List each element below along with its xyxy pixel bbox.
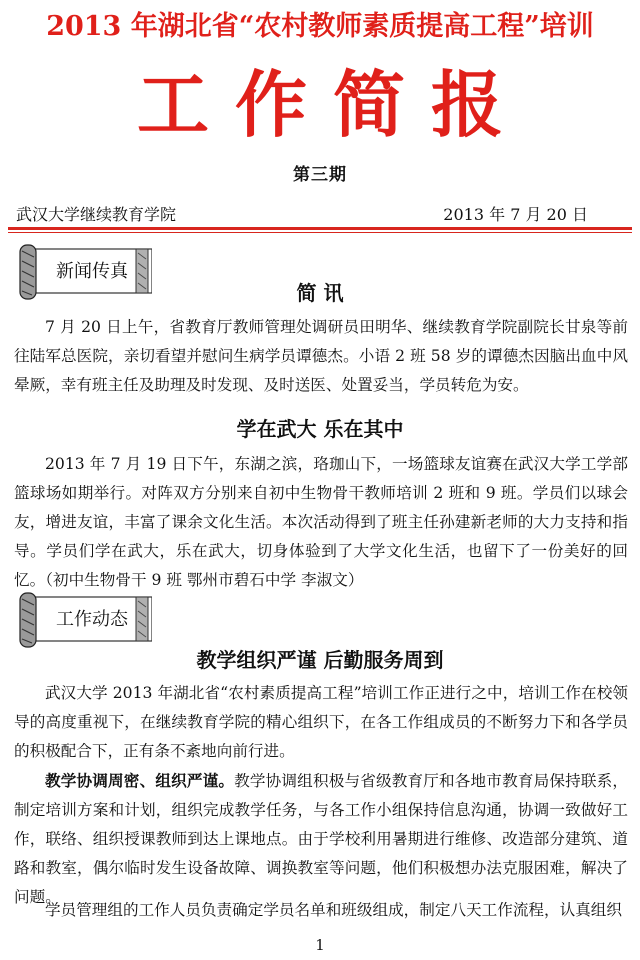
article-paragraph xyxy=(14,766,628,912)
organization-name: 武汉大学继续教育学院 xyxy=(16,205,177,224)
article-paragraph: 2013 年 7 月 19 日下午，东湖之滨，珞珈山下，一场篮球友谊赛在武汉大学工学部篮球场如期举行。对阵双方分别来自初中生物骨干教师培训 2 班和 9 班。学员们以球会友，增进友谊，丰富了课余文化生活。本次活动得到了班主任孙建新老师的大力支持和指导。学员们学在武大，乐在武大，切身体验到了大学文化生活，也留下了一份美好的回忆。（初中生物骨干 9 班 鄂州市碧石中学 李淑文） xyxy=(14,455,628,589)
header-divider xyxy=(8,227,632,237)
issue-number: 第三期 xyxy=(293,165,347,185)
main-title: 工作简报 xyxy=(136,62,529,147)
article-headline: 学在武大 乐在其中 xyxy=(236,417,404,441)
article-paragraph: 学员管理组的工作人员负责确定学员名单和班级组成，制定八天工作流程，认真组织 xyxy=(45,901,622,919)
article-paragraph: 武汉大学 2013 年湖北省“农村素质提高工程”培训工作正进行之中，培训工作在校领导的高度重视下，在继续教育学院的精心组织下，在各工作组成员的不断努力下和各学员的积极配合下，正有条不紊地向前行进。 xyxy=(14,684,628,760)
publish-date: 2013 年 7 月 20 日 xyxy=(443,205,588,224)
page-number: 1 xyxy=(315,936,325,954)
article-headline: 教学组织严谨 后勤服务周到 xyxy=(196,648,444,672)
article-paragraph: 7 月 20 日上午，省教育厅教师管理处调研员田明华、继续教育学院副院长甘泉等前往陆军总医院，亲切看望并慰问生病学员谭德杰。小语 2 班 58 岁的谭德杰因脑出血中风晕厥，幸有班主任及助理及时发现、及时送医、处置妥当，学员转危为安。 xyxy=(14,318,628,394)
paragraph-lead-in: 教学协调周密、组织严谨。 xyxy=(45,771,235,790)
paragraph-body: 教学协调组积极与省级教育厅和各地市教育局保持联系，制定培训方案和计划，组织完成教学任务，与各工作小组保持信息沟通，协调一致做好工作，联络、组织授课教师到达上课地点。由于学校利用暑期进行维修、改造部分建筑、道路和教室，偶尔临时发生设备故障、调换教室等问题，他们积极想办法克服困难，解决了问题。 xyxy=(14,772,628,906)
section-tag-label: 新闻传真 xyxy=(56,261,128,282)
banner-title: 2013 年湖北省“农村教师素质提高工程”培训 xyxy=(46,11,594,42)
section-tag-work xyxy=(14,591,152,649)
section-tag-label: 工作动态 xyxy=(56,609,128,630)
article-headline: 简 讯 xyxy=(296,281,344,305)
